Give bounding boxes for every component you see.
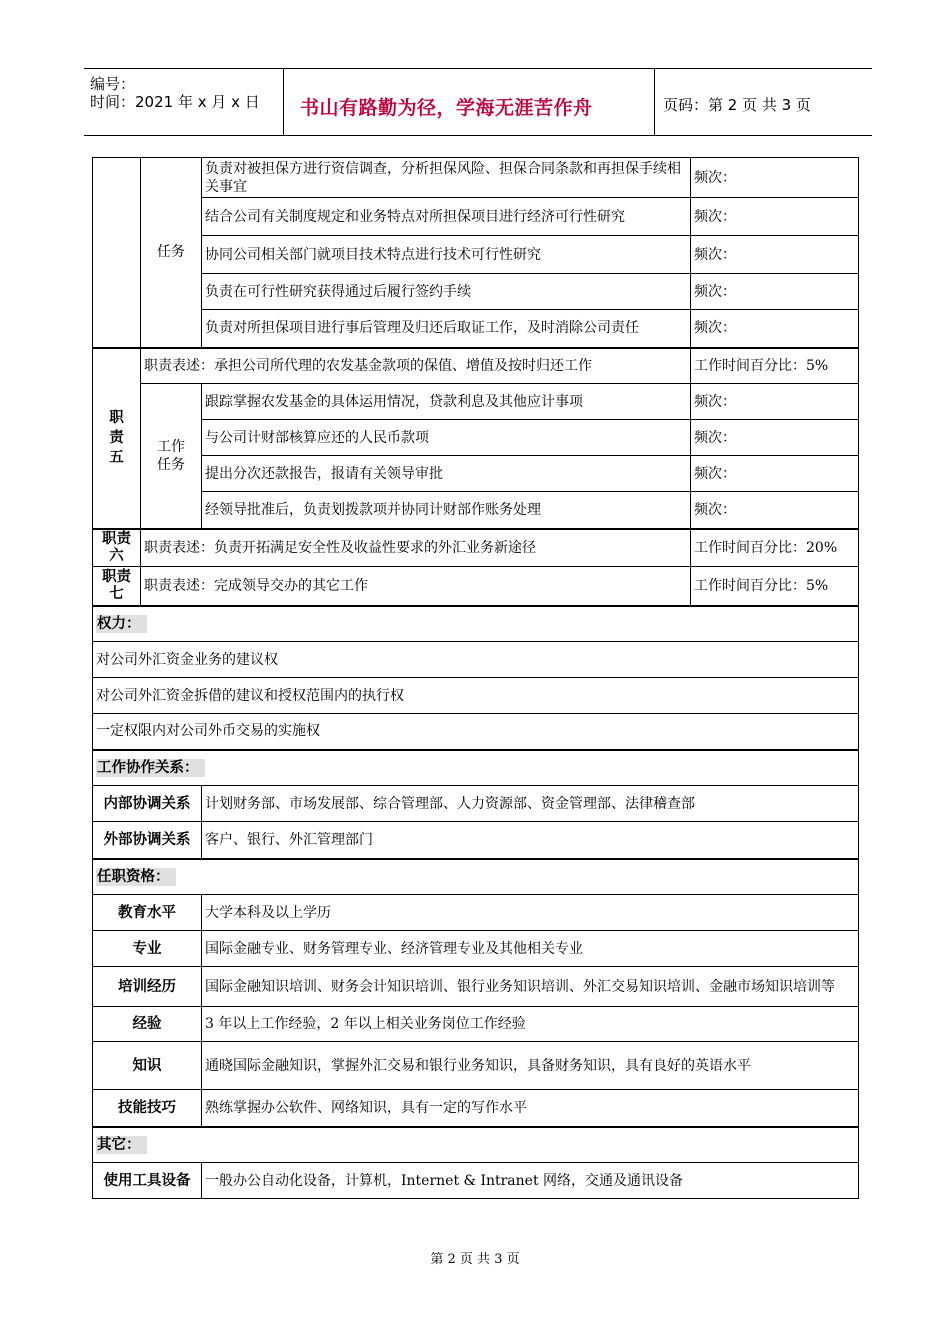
duty5-task-1-freq: 频次： — [691, 384, 859, 420]
qualification-value-knowledge: 通晓国际金融知识，掌握外汇交易和银行业务知识，具备财务知识，具有良好的英语水平 — [202, 1042, 859, 1090]
authority-item-3: 一定权限内对公司外币交易的实施权 — [93, 714, 859, 750]
header-divider-right — [654, 68, 655, 135]
header-divider-left — [283, 68, 284, 135]
external-relations-label: 外部协调关系 — [93, 822, 202, 859]
duty4-task-3: 协同公司相关部门就项目技术特点进行技术可行性研究 — [202, 236, 691, 274]
internal-relations-value: 计划财务部、市场发展部、综合管理部、人力资源部、资金管理部、法律稽查部 — [202, 786, 859, 822]
duty5-label: 职 责 五 — [93, 348, 141, 529]
authority-title: 权力： — [93, 606, 859, 642]
authority-item-2: 对公司外汇资金拆借的建议和授权范围内的执行权 — [93, 678, 859, 714]
header-top-rule — [84, 68, 872, 69]
duty4-task-5-freq: 频次： — [691, 310, 859, 348]
header-page-label: 页码：第 2 页 共 3 页 — [663, 96, 811, 114]
duty4-label-cell — [93, 158, 141, 348]
duty4-task-5: 负责对所担保项目进行事后管理及归还后取证工作，及时消除公司责任 — [202, 310, 691, 348]
duty5-task-2: 与公司计财部核算应还的人民币款项 — [202, 420, 691, 456]
duty5-task-4: 经领导批准后，负责划拨款项并协同计财部作账务处理 — [202, 492, 691, 529]
duty5-task-2-freq: 频次： — [691, 420, 859, 456]
qualification-value-education: 大学本科及以上学历 — [202, 895, 859, 931]
header-motto: 书山有路勤为径，学海无涯苦作舟 — [300, 97, 593, 119]
qualification-label-major: 专业 — [93, 931, 202, 967]
authority-item-1: 对公司外汇资金业务的建议权 — [93, 642, 859, 678]
duty6-percent: 工作时间百分比：20% — [691, 529, 859, 567]
qualification-value-skills: 熟练掌握办公软件、网络知识，具有一定的写作水平 — [202, 1090, 859, 1127]
duty7-description: 职责表述：完成领导交办的其它工作 — [141, 567, 691, 606]
duty7-label: 职责 七 — [93, 567, 141, 606]
tools-value: 一般办公自动化设备，计算机，Internet & Intranet 网络，交通及通讯设备 — [202, 1163, 859, 1199]
duty5-task-1: 跟踪掌握农发基金的具体运用情况，贷款利息及其他应计事项 — [202, 384, 691, 420]
qualification-label-experience: 经验 — [93, 1007, 202, 1042]
duty5-description: 职责表述：承担公司所代理的农发基金款项的保值、增值及按时归还工作 — [141, 348, 691, 384]
qualification-label-skills: 技能技巧 — [93, 1090, 202, 1127]
qualification-value-major: 国际金融专业、财务管理专业、经济管理专业及其他相关专业 — [202, 931, 859, 967]
qualifications-title: 任职资格： — [93, 859, 859, 895]
duty4-task-2-freq: 频次： — [691, 198, 859, 236]
duty4-task-1: 负责对被担保方进行资信调查，分析担保风险、担保合同条款和再担保手续相关事宜 — [202, 158, 691, 198]
duty7-percent: 工作时间百分比：5% — [691, 567, 859, 606]
duty5-task-3-freq: 频次： — [691, 456, 859, 492]
duty4-task-4: 负责在可行性研究获得通过后履行签约手续 — [202, 274, 691, 310]
header-number: 编号： — [90, 75, 136, 93]
duty5-task-4-freq: 频次： — [691, 492, 859, 529]
qualification-label-training: 培训经历 — [93, 967, 202, 1007]
header-time: 时间：2021 年 x 月 x 日 — [90, 93, 260, 111]
tools-label: 使用工具设备 — [93, 1163, 202, 1199]
duty4-task-label: 任务 — [141, 158, 202, 348]
duty4-task-1-freq: 频次： — [691, 158, 859, 198]
job-description-table — [92, 157, 859, 1199]
qualification-value-training: 国际金融知识培训、财务会计知识培训、银行业务知识培训、外汇交易知识培训、金融市场知识培训等 — [202, 967, 859, 1007]
duty6-label: 职责 六 — [93, 529, 141, 567]
other-title: 其它： — [93, 1127, 859, 1163]
duty5-task-label: 工作 任务 — [141, 384, 202, 529]
duty5-percent: 工作时间百分比：5% — [691, 348, 859, 384]
duty4-task-3-freq: 频次： — [691, 236, 859, 274]
qualification-value-experience: 3 年以上工作经验，2 年以上相关业务岗位工作经验 — [202, 1007, 859, 1042]
header-bottom-rule — [84, 135, 872, 136]
internal-relations-label: 内部协调关系 — [93, 786, 202, 822]
duty5-task-3: 提出分次还款报告，报请有关领导审批 — [202, 456, 691, 492]
external-relations-value: 客户、银行、外汇管理部门 — [202, 822, 859, 859]
duty6-description: 职责表述：负责开拓满足安全性及收益性要求的外汇业务新途径 — [141, 529, 691, 567]
qualification-label-education: 教育水平 — [93, 895, 202, 931]
qualification-label-knowledge: 知识 — [93, 1042, 202, 1090]
page-footer: 第 2 页 共 3 页 — [430, 1252, 520, 1267]
duty4-task-4-freq: 频次： — [691, 274, 859, 310]
duty4-task-2: 结合公司有关制度规定和业务特点对所担保项目进行经济可行性研究 — [202, 198, 691, 236]
relations-title: 工作协作关系： — [93, 750, 859, 786]
